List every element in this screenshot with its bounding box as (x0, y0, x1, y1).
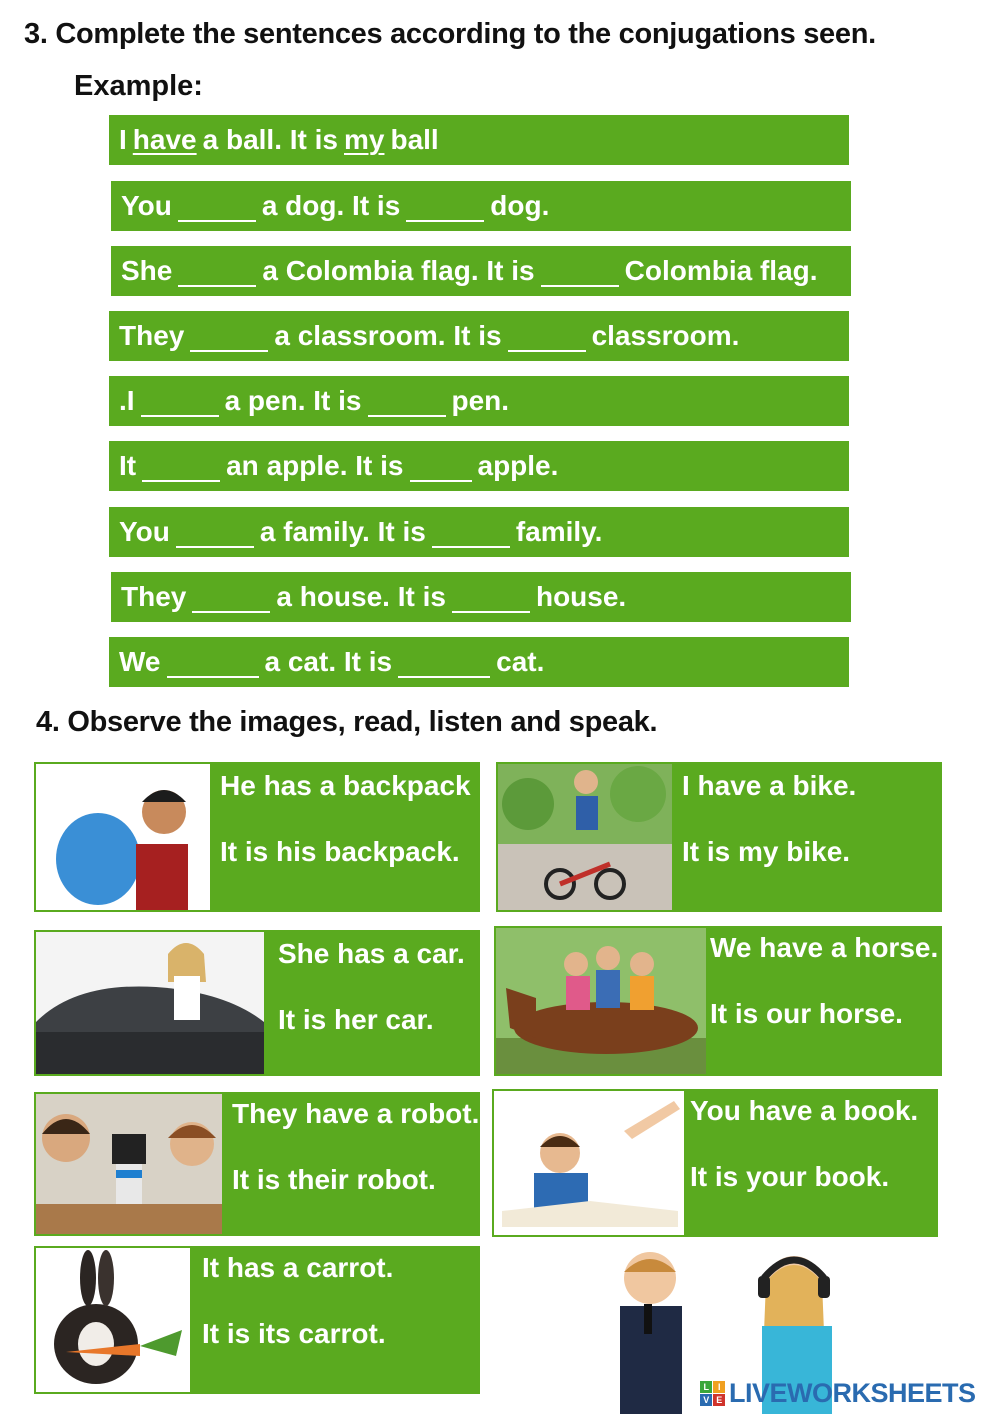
card-carrot (34, 1246, 480, 1394)
section-4-title: 4. Observe the images, read, listen and speak. (36, 706, 658, 738)
card-backpack (34, 762, 480, 912)
answer-input-possessive[interactable] (452, 581, 530, 613)
card-book (492, 1089, 938, 1237)
answer-input-verb[interactable] (142, 450, 220, 482)
sentence-row-6 (109, 507, 849, 557)
row-middle: a classroom. It is (274, 320, 502, 351)
row-end: pen. (451, 385, 510, 416)
woman-car-image (36, 932, 264, 1074)
answer-input-verb[interactable] (192, 581, 270, 613)
card-robot (34, 1092, 480, 1236)
boy-book-image (494, 1091, 684, 1235)
card-line-1: It has a carrot. (202, 1252, 394, 1283)
answer-input-possessive[interactable] (398, 646, 490, 678)
row-end: house. (535, 581, 627, 612)
row-middle: a pen. It is (224, 385, 362, 416)
row-subject: They (121, 581, 187, 612)
row-subject: We (119, 646, 161, 677)
card-line-2: It is her car. (278, 1004, 434, 1035)
row-middle: a family. It is (259, 516, 426, 547)
brand-logo-letter-e: E (713, 1394, 725, 1406)
card-line-2: It is your book. (690, 1161, 890, 1192)
card-horse (494, 926, 942, 1076)
answer-input-verb[interactable] (141, 385, 219, 417)
kids-robot-image (36, 1094, 222, 1234)
row-end: classroom. (591, 320, 740, 351)
example-row (109, 115, 849, 165)
answer-input-possessive[interactable] (541, 255, 619, 287)
row-end: cat. (496, 646, 545, 677)
sentence-row-5 (109, 441, 849, 491)
answer-input-possessive[interactable] (368, 385, 446, 417)
card-line-1: He has a backpack (220, 770, 471, 801)
example-part-2: a ball. It is (202, 124, 338, 155)
sentence-row-2 (111, 246, 851, 296)
card-line-1: We have a horse. (710, 932, 939, 963)
answer-input-possessive[interactable] (432, 516, 510, 548)
section-3-title: 3. Complete the sentences according to the conjugations seen. (24, 18, 876, 50)
kids-horse-image (496, 928, 706, 1074)
row-subject: You (119, 516, 170, 547)
card-line-1: I have a bike. (682, 770, 857, 801)
card-line-1: You have a book. (690, 1095, 919, 1126)
sentence-row-7 (111, 572, 851, 622)
answer-input-verb[interactable] (178, 255, 256, 287)
card-line-2: It is their robot. (232, 1164, 436, 1195)
row-end: family. (515, 516, 603, 547)
row-subject: It (119, 450, 137, 481)
rabbit-carrot-image (36, 1248, 190, 1392)
example-word-have: have (132, 124, 197, 155)
row-subject: You (121, 190, 172, 221)
row-middle: a house. It is (276, 581, 446, 612)
sentence-row-1 (111, 181, 851, 231)
example-label: Example: (74, 70, 203, 102)
row-subject: She (121, 255, 173, 286)
card-line-2: It is his backpack. (220, 836, 460, 867)
row-middle: a dog. It is (261, 190, 401, 221)
row-middle: an apple. It is (226, 450, 404, 481)
brand-name: LIVEWORKSHEETS (729, 1378, 976, 1408)
liveworksheets-logo (700, 1378, 976, 1409)
answer-input-verb[interactable] (176, 516, 254, 548)
answer-input-verb[interactable] (178, 190, 256, 222)
card-line-2: It is its carrot. (202, 1318, 386, 1349)
brand-logo-letter-v: V (700, 1394, 712, 1406)
row-middle: a cat. It is (264, 646, 393, 677)
answer-input-verb[interactable] (167, 646, 259, 678)
card-car (34, 930, 480, 1076)
answer-input-possessive[interactable] (410, 450, 472, 482)
answer-input-verb[interactable] (190, 320, 268, 352)
brand-logo-icon (700, 1381, 725, 1406)
card-bike (496, 762, 942, 912)
brand-logo-letter-l: L (700, 1381, 712, 1393)
example-part-1: I (119, 124, 127, 155)
brand-logo-letter-i: I (713, 1381, 725, 1393)
boy-backpack-image (36, 764, 210, 910)
row-subject: .I (119, 385, 135, 416)
card-line-1: She has a car. (278, 938, 465, 969)
answer-input-possessive[interactable] (406, 190, 484, 222)
row-middle: a Colombia flag. It is (262, 255, 535, 286)
row-end: Colombia flag. (624, 255, 818, 286)
card-line-2: It is my bike. (682, 836, 851, 867)
example-part-3: ball (390, 124, 439, 155)
card-line-1: They have a robot. (232, 1098, 480, 1129)
sentence-row-3 (109, 311, 849, 361)
answer-input-possessive[interactable] (508, 320, 586, 352)
row-end: apple. (477, 450, 559, 481)
row-end: dog. (490, 190, 550, 221)
boy-bike-image (498, 764, 672, 910)
row-subject: They (119, 320, 185, 351)
sentence-row-8 (109, 637, 849, 687)
card-line-2: It is our horse. (710, 998, 903, 1029)
sentence-row-4 (109, 376, 849, 426)
example-word-my: my (344, 124, 385, 155)
